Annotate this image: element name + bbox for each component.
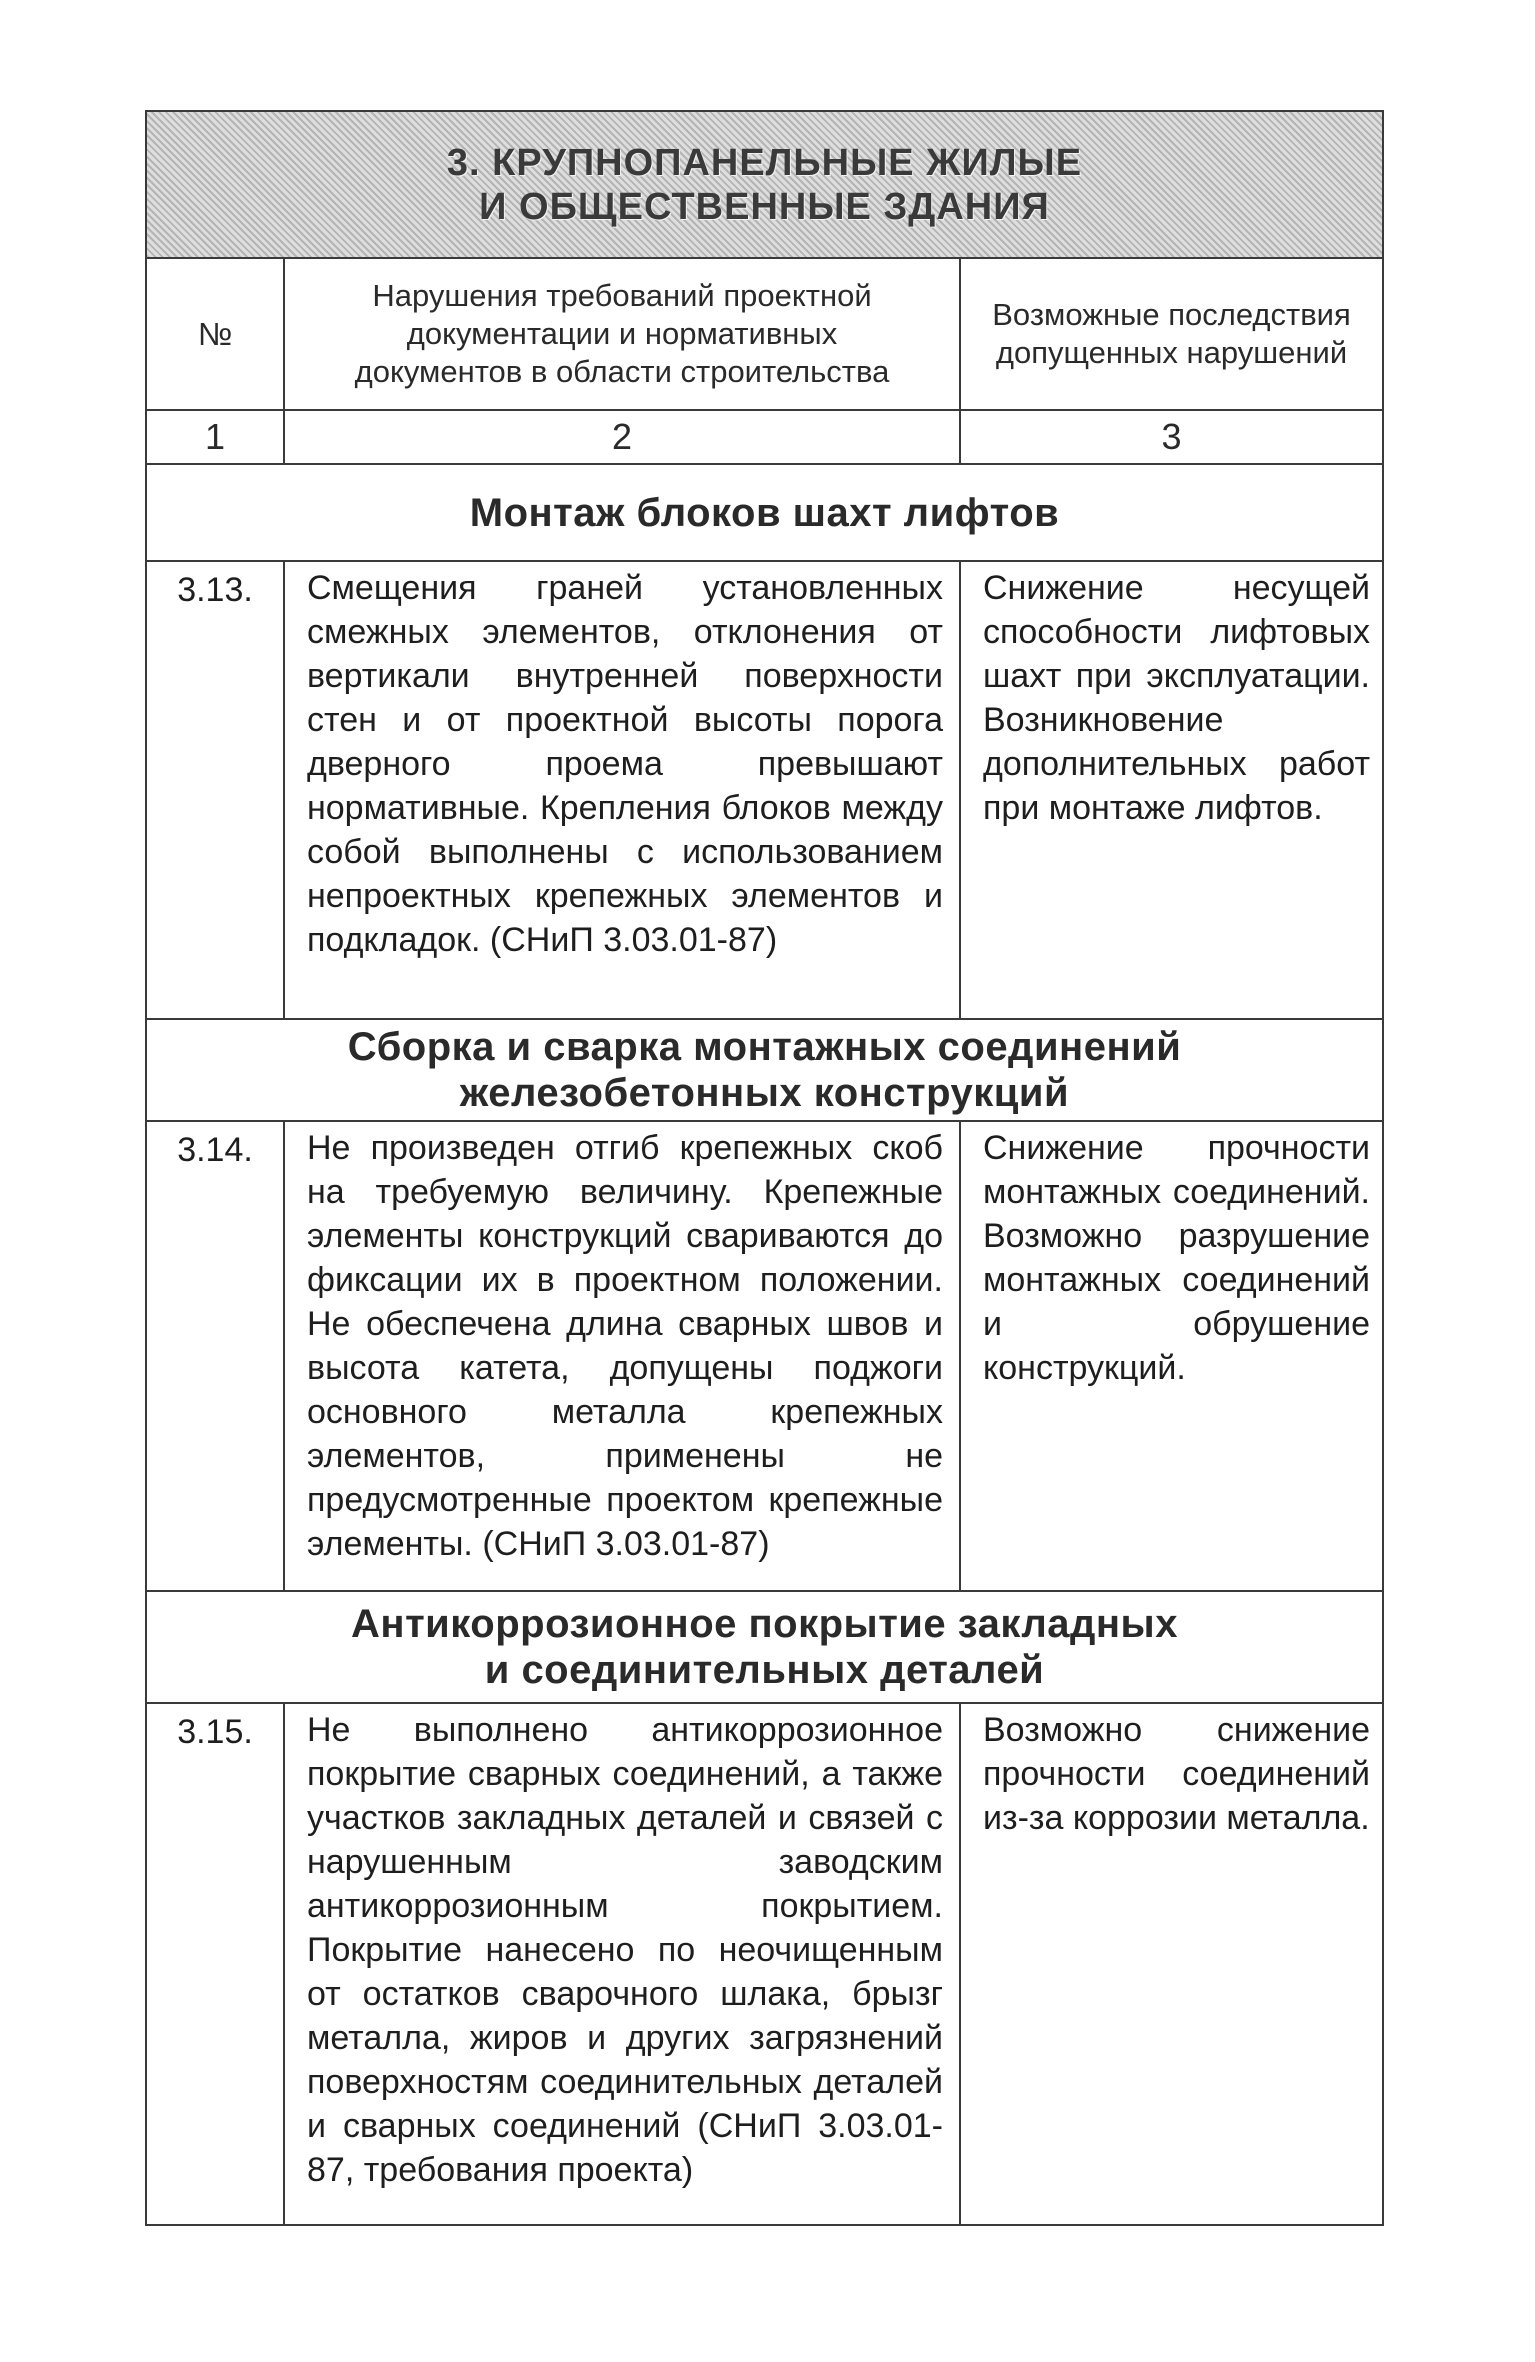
section-title-text: Монтаж блоков шахт лифтов	[469, 490, 1060, 535]
header-violations	[284, 258, 960, 410]
section-header-row	[146, 464, 1383, 561]
header-violations-text: Нарушения требований проектной документации и нормативных документов в области строительства	[354, 278, 890, 389]
column-number-1: 1	[146, 410, 284, 464]
norms-table	[145, 110, 1384, 2226]
section-title	[146, 464, 1383, 561]
column-number-3: 3	[960, 410, 1383, 464]
section-header-row	[146, 1019, 1383, 1121]
section-title-line-2: железобетонных конструкций	[459, 1071, 1070, 1115]
table-title-line-1: 3. КРУПНОПАНЕЛЬНЫЕ ЖИЛЫЕ	[446, 141, 1083, 184]
table-row	[146, 1703, 1383, 2225]
table-row	[146, 561, 1383, 1019]
section-title	[146, 1019, 1383, 1121]
row-number: 3.14.	[146, 1121, 284, 1591]
section-title-line-1: Антикоррозионное покрытие закладных	[351, 1602, 1178, 1646]
table-title-row	[146, 111, 1383, 258]
column-number-2: 2	[284, 410, 960, 464]
header-row	[146, 258, 1383, 410]
section-title-line-2: и соединительных деталей	[484, 1648, 1045, 1692]
row-violation: Не выполнено антикоррозионное покрытие сварных соединений, а также участков закладных деталей и связей с нарушенным заводским антикоррозионным покрытием. Покрытие нанесено по неочищенным от остатков сварочного шлака, брызг металла, жиров и других загрязнений поверхностям соединительных деталей и сварных соединений (СНиП 3.03.01-87, требования проекта)	[284, 1703, 960, 2225]
row-consequence: Снижение несущей способности лифтовых шахт при эксплуатации. Возникновение дополнительных работ при монтаже лифтов.	[960, 561, 1383, 1019]
header-no: №	[146, 258, 284, 410]
row-number: 3.15.	[146, 1703, 284, 2225]
row-number: 3.13.	[146, 561, 284, 1019]
table-row	[146, 1121, 1383, 1591]
row-consequence: Возможно снижение прочности соединений из-за коррозии металла.	[960, 1703, 1383, 2225]
section-header-row	[146, 1591, 1383, 1703]
header-consequences	[960, 258, 1383, 410]
row-violation: Смещения граней установленных смежных элементов, отклонения от вертикали внутренней поверхности стен и от проектной высоты порога дверного проема превышают нормативные. Крепления блоков между собой выполнены с использованием непроектных крепежных элементов и подкладок. (СНиП 3.03.01-87)	[284, 561, 960, 1019]
column-number-row	[146, 410, 1383, 464]
row-violation: Не произведен отгиб крепежных скоб на требуемую величину. Крепежные элементы конструкций свариваются до фиксации их в проектном положении. Не обеспечена длина сварных швов и высота катета, допущены поджоги основного металла крепежных элементов, применены не предусмотренные проектом крепежные элементы. (СНиП 3.03.01-87)	[284, 1121, 960, 1591]
table-title-cell	[146, 111, 1383, 258]
table-title-line-2: И ОБЩЕСТВЕННЫЕ ЗДАНИЯ	[479, 185, 1050, 228]
row-consequence: Снижение прочности монтажных соединений. Возможно разрушение монтажных соединений и обрушение конструкций.	[960, 1121, 1383, 1591]
section-title-line-1: Сборка и сварка монтажных соединений	[347, 1025, 1182, 1069]
section-title	[146, 1591, 1383, 1703]
header-consequences-text: Возможные последствия допущенных нарушений	[992, 297, 1351, 370]
